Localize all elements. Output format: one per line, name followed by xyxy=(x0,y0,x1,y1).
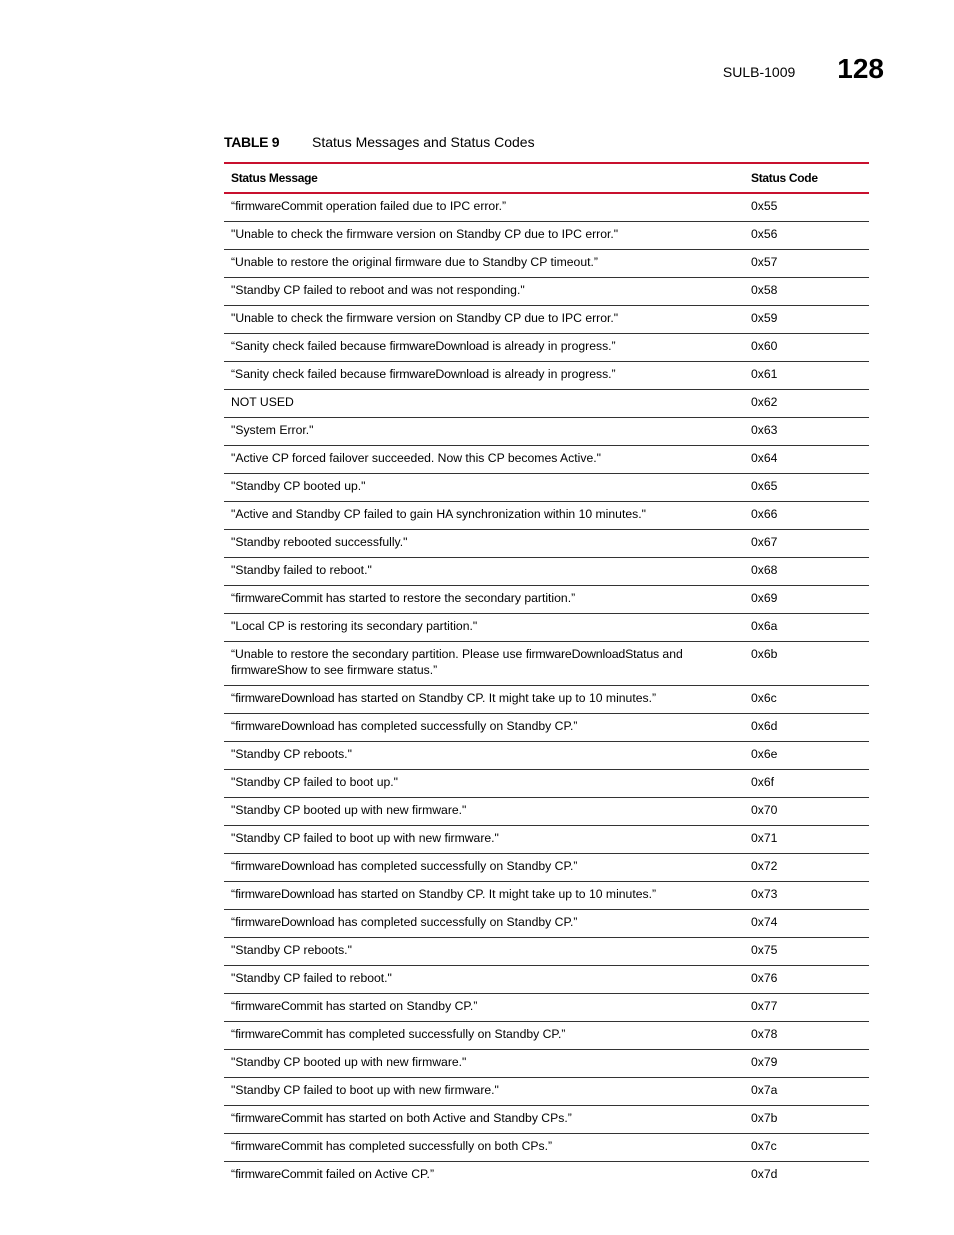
table-label: TABLE 9 xyxy=(224,134,280,150)
command-name: firmwareDownload xyxy=(235,887,335,901)
status-code-cell: 0x63 xyxy=(751,423,778,437)
message-text: "Standby CP failed to boot up." xyxy=(231,775,398,789)
table-row xyxy=(224,446,869,474)
message-text: “ xyxy=(231,887,236,901)
command-name: firmwareShow xyxy=(231,663,308,677)
table-row xyxy=(224,390,869,418)
message-text: "Standby CP failed to reboot and was not responding." xyxy=(231,283,525,297)
status-message-cell xyxy=(224,714,744,742)
status-message-cell xyxy=(224,1050,744,1078)
message-text: "Standby CP reboots." xyxy=(231,943,352,957)
status-message-cell xyxy=(224,642,744,686)
status-code-cell: 0x7d xyxy=(751,1167,778,1181)
table-row xyxy=(224,362,869,390)
status-message-cell xyxy=(224,390,744,418)
message-text: has completed successfully on both CPs.” xyxy=(322,1139,553,1153)
message-text: "Local CP is restoring its secondary partition." xyxy=(231,619,478,633)
table-row xyxy=(224,222,869,250)
status-table xyxy=(224,162,869,1189)
command-name: firmwareCommit xyxy=(235,1139,323,1153)
status-message-cell xyxy=(224,854,744,882)
message-text: “ xyxy=(231,915,236,929)
status-code-cell: 0x6f xyxy=(751,775,775,789)
message-text: "System Error." xyxy=(231,423,314,437)
table-row xyxy=(224,826,869,854)
message-text: “ xyxy=(231,691,236,705)
message-text: “ xyxy=(231,591,236,605)
status-message-cell xyxy=(224,502,744,530)
status-table-container xyxy=(224,162,869,1189)
message-text: “ xyxy=(231,1111,236,1125)
status-message-cell xyxy=(224,770,744,798)
status-message-cell xyxy=(224,798,744,826)
message-text: “Unable to restore the original firmware due to Standby CP timeout.” xyxy=(231,255,598,269)
table-row xyxy=(224,558,869,586)
status-message-cell xyxy=(224,938,744,966)
command-name: firmwareCommit xyxy=(235,591,323,605)
message-text: "Standby CP failed to boot up with new firmware." xyxy=(231,831,499,845)
message-text: NOT USED xyxy=(231,395,294,409)
column-header-status-message: Status Message xyxy=(231,171,318,185)
status-message-cell xyxy=(224,306,744,334)
status-message-cell xyxy=(224,614,744,642)
table-row xyxy=(224,1022,869,1050)
message-text: operation failed due to IPC error.” xyxy=(322,199,507,213)
status-code-cell: 0x69 xyxy=(751,591,778,605)
status-message-cell xyxy=(224,362,744,390)
command-name: firmwareCommit xyxy=(235,1027,323,1041)
message-text: “ xyxy=(231,719,236,733)
message-text: has started on both Active and Standby CPs.” xyxy=(322,1111,572,1125)
table-row xyxy=(224,193,869,222)
status-code-cell: 0x6e xyxy=(751,747,778,761)
status-code-cell: 0x77 xyxy=(751,999,778,1013)
message-text: has started on Standby CP. It might take up to 10 minutes.” xyxy=(334,691,657,705)
command-name: firmwareCommit xyxy=(235,1111,323,1125)
status-message-cell xyxy=(224,826,744,854)
table-caption xyxy=(224,134,535,150)
status-message-cell xyxy=(224,558,744,586)
table-row xyxy=(224,418,869,446)
command-name: firmwareDownload xyxy=(389,367,489,381)
message-text: "Standby CP reboots." xyxy=(231,747,352,761)
status-message-cell xyxy=(224,910,744,938)
message-text: has completed successfully on Standby CP.” xyxy=(334,915,578,929)
command-name: firmwareCommit xyxy=(235,1167,323,1181)
message-text: “Sanity check failed because xyxy=(231,339,390,353)
message-text: is already in progress.” xyxy=(488,339,616,353)
command-name: firmwareDownloadStatus xyxy=(525,647,660,661)
status-code-cell: 0x73 xyxy=(751,887,778,901)
status-code-cell: 0x55 xyxy=(751,199,778,213)
message-text: and xyxy=(659,647,683,661)
table-title: Status Messages and Status Codes xyxy=(312,134,535,150)
status-message-cell xyxy=(224,446,744,474)
table-row xyxy=(224,614,869,642)
command-name: firmwareDownload xyxy=(235,859,335,873)
table-row xyxy=(224,742,869,770)
message-text: “ xyxy=(231,999,236,1013)
status-message-cell xyxy=(224,686,744,714)
status-code-cell: 0x72 xyxy=(751,859,778,873)
table-row xyxy=(224,770,869,798)
status-code-cell: 0x7c xyxy=(751,1139,777,1153)
status-code-cell: 0x68 xyxy=(751,563,778,577)
table-body xyxy=(224,193,869,1189)
message-text: "Standby CP booted up with new firmware." xyxy=(231,803,467,817)
status-code-cell: 0x6a xyxy=(751,619,778,633)
status-code-cell: 0x61 xyxy=(751,367,778,381)
table-row xyxy=(224,586,869,614)
page-number: 128 xyxy=(837,53,884,84)
status-code-cell: 0x79 xyxy=(751,1055,778,1069)
status-message-cell xyxy=(224,882,744,910)
status-code-cell: 0x57 xyxy=(751,255,778,269)
message-text: "Active CP forced failover succeeded. Now this CP becomes Active." xyxy=(231,451,601,465)
message-text: "Standby CP booted up with new firmware." xyxy=(231,1055,467,1069)
status-code-cell: 0x67 xyxy=(751,535,778,549)
message-text: "Unable to check the firmware version on Standby CP due to IPC error." xyxy=(231,311,619,325)
table-row xyxy=(224,910,869,938)
status-code-cell: 0x66 xyxy=(751,507,778,521)
table-row xyxy=(224,1078,869,1106)
table-row xyxy=(224,278,869,306)
command-name: firmwareDownload xyxy=(235,691,335,705)
status-code-cell: 0x58 xyxy=(751,283,778,297)
page-header xyxy=(723,52,884,86)
table-row xyxy=(224,1050,869,1078)
status-message-cell xyxy=(224,418,744,446)
table-row xyxy=(224,1106,869,1134)
message-text: "Active and Standby CP failed to gain HA synchronization within 10 minutes." xyxy=(231,507,646,521)
status-message-cell xyxy=(224,1134,744,1162)
table-row xyxy=(224,530,869,558)
status-message-cell xyxy=(224,1162,744,1190)
table-row xyxy=(224,1162,869,1190)
table-row xyxy=(224,798,869,826)
status-code-cell: 0x6d xyxy=(751,719,778,733)
status-message-cell xyxy=(224,250,744,278)
command-name: firmwareCommit xyxy=(235,999,323,1013)
status-code-cell: 0x70 xyxy=(751,803,778,817)
table-row xyxy=(224,306,869,334)
status-message-cell xyxy=(224,193,744,222)
table-row xyxy=(224,966,869,994)
table-row xyxy=(224,854,869,882)
status-message-cell xyxy=(224,222,744,250)
status-code-cell: 0x62 xyxy=(751,395,778,409)
message-text: has started on Standby CP.” xyxy=(322,999,478,1013)
message-text: to see firmware status.” xyxy=(307,663,438,677)
status-code-cell: 0x6b xyxy=(751,647,778,661)
message-text: "Standby failed to reboot." xyxy=(231,563,372,577)
message-text: “ xyxy=(231,199,236,213)
status-code-cell: 0x71 xyxy=(751,831,778,845)
table-row xyxy=(224,994,869,1022)
message-text: “Sanity check failed because xyxy=(231,367,390,381)
message-text: “ xyxy=(231,1167,236,1181)
status-code-cell: 0x65 xyxy=(751,479,778,493)
message-text: has started on Standby CP. It might take up to 10 minutes.” xyxy=(334,887,657,901)
status-message-cell xyxy=(224,742,744,770)
status-code-cell: 0x59 xyxy=(751,311,778,325)
status-code-cell: 0x7a xyxy=(751,1083,778,1097)
message-text: failed on Active CP.” xyxy=(322,1167,435,1181)
command-name: firmwareDownload xyxy=(389,339,489,353)
status-code-cell: 0x74 xyxy=(751,915,778,929)
message-text: “ xyxy=(231,1139,236,1153)
table-row xyxy=(224,714,869,742)
table-row xyxy=(224,250,869,278)
status-code-cell: 0x75 xyxy=(751,943,778,957)
status-message-cell xyxy=(224,530,744,558)
table-row xyxy=(224,334,869,362)
message-text: “Unable to restore the secondary partition. Please use xyxy=(231,647,526,661)
command-name: firmwareDownload xyxy=(235,915,335,929)
status-code-cell: 0x7b xyxy=(751,1111,778,1125)
status-message-cell xyxy=(224,1022,744,1050)
message-text: “ xyxy=(231,1027,236,1041)
status-code-cell: 0x76 xyxy=(751,971,778,985)
status-message-cell xyxy=(224,278,744,306)
status-message-cell xyxy=(224,1078,744,1106)
table-row xyxy=(224,882,869,910)
message-text: has completed successfully on Standby CP.” xyxy=(334,719,578,733)
message-text: has completed successfully on Standby CP.” xyxy=(334,859,578,873)
status-message-cell xyxy=(224,966,744,994)
status-message-cell xyxy=(224,1106,744,1134)
status-message-cell xyxy=(224,334,744,362)
message-text: "Standby CP failed to reboot." xyxy=(231,971,392,985)
status-code-cell: 0x78 xyxy=(751,1027,778,1041)
command-name: firmwareCommit xyxy=(235,199,323,213)
message-text: has completed successfully on Standby CP.” xyxy=(322,1027,566,1041)
document-id: SULB-1009 xyxy=(722,64,796,80)
table-row xyxy=(224,642,869,686)
status-code-cell: 0x6c xyxy=(751,691,777,705)
table-header-row xyxy=(224,163,869,193)
message-text: "Standby CP booted up." xyxy=(231,479,366,493)
message-text: "Unable to check the firmware version on Standby CP due to IPC error." xyxy=(231,227,619,241)
table-row xyxy=(224,686,869,714)
table-row xyxy=(224,502,869,530)
message-text: “ xyxy=(231,859,236,873)
message-text: "Standby rebooted successfully." xyxy=(231,535,408,549)
table-row xyxy=(224,474,869,502)
table-row xyxy=(224,938,869,966)
status-message-cell xyxy=(224,474,744,502)
table-row xyxy=(224,1134,869,1162)
status-message-cell xyxy=(224,994,744,1022)
command-name: firmwareDownload xyxy=(235,719,335,733)
column-header-status-code: Status Code xyxy=(751,171,818,185)
status-code-cell: 0x56 xyxy=(751,227,778,241)
message-text: has started to restore the secondary partition.” xyxy=(322,591,576,605)
message-text: is already in progress.” xyxy=(488,367,616,381)
message-text: "Standby CP failed to boot up with new firmware." xyxy=(231,1083,499,1097)
status-message-cell xyxy=(224,586,744,614)
status-code-cell: 0x64 xyxy=(751,451,778,465)
status-code-cell: 0x60 xyxy=(751,339,778,353)
